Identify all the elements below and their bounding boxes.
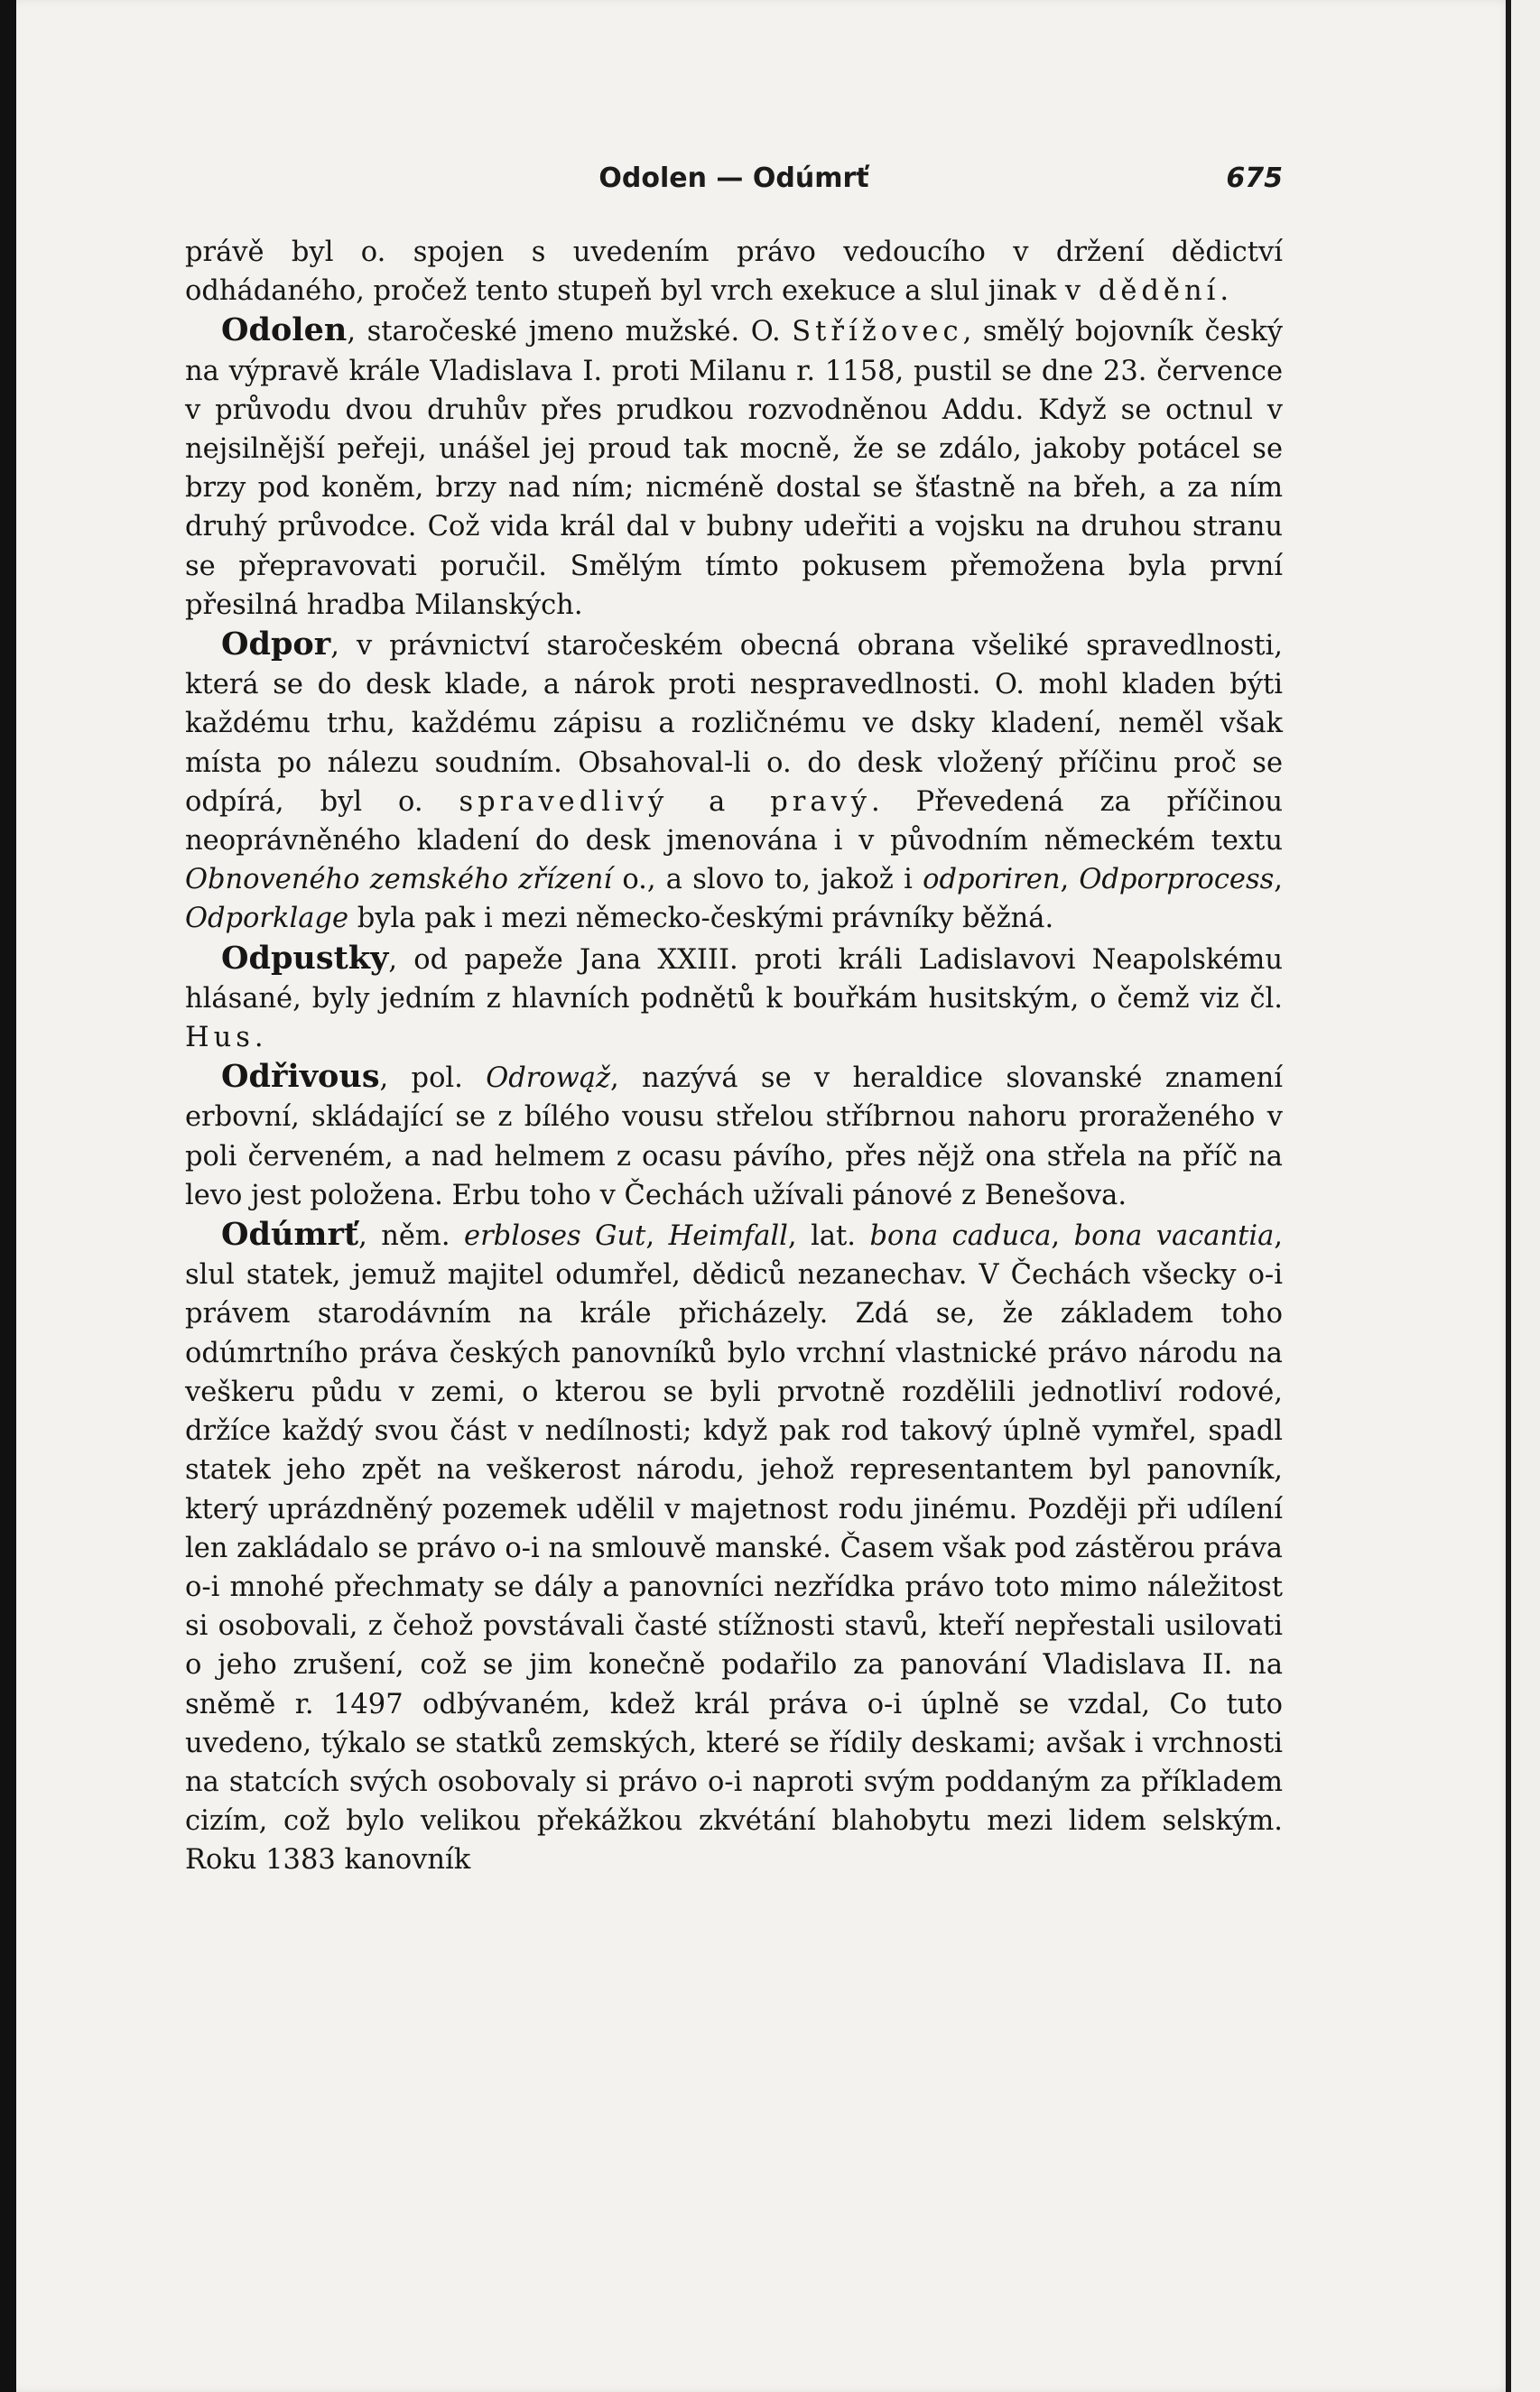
text-segment: byla pak i mezi německo-českými právníky běžná. (348, 903, 1054, 935)
italic-term: bona caduca (869, 1220, 1052, 1253)
text-segment: , slul statek, jemuž majitel odumřel, dědiců nezanechav. V Čechách všecky o-i právem starodávním na krále přicházely. Zdá se, že základem toho odúmrtního práva českých panovníků bylo vrchní vlastnické právo národu na veškeru půdu v zemi, o kterou se byli prvotně rozdělili jednotliví rodové, držíce každý svou část v nedílnosti; když pak rod takový úplně vymřel, spadl statek jeho zpět na veškerost národu, jehož representantem byl panovník, který uprázdněný pozemek udělil v majetnost rodu jinému. Později při udílení len zakládalo se právo o-i na smlouvě manské. Časem však pod zástěrou práva o-i mnohé přechmaty se dály a panovníci nezřídka právo toto mimo náležitost si osobovali, z čehož povstávali časté stížnosti stavů, kteří nepřestali usilovati o jeho zrušení, což se jim konečně podařilo za panování Vladislava II. na sněmě r. 1497 odbývaném, kdež král práva o-i úplně se vzdal, Co tuto uvedeno, týkalo se statků zemských, které se řídily deskami; avšak i vrchnosti na statcích svých osobovaly si právo o-i naproti svým poddaným za příkladem cizím, což bylo velikou překážkou zkvétání blahobytu mezi lidem selským. Roku 1383 kanovník (185, 1220, 1283, 1877)
entry-odpustky (185, 939, 1283, 1058)
headword: Odúmrť (221, 1216, 359, 1254)
italic-term: odporiren (923, 864, 1061, 896)
entry-odpor (185, 625, 1283, 939)
text-segment: , od papeže Jana XXIII. proti králi Ladislavovi Neapolskému hlásané, byly jedním z hlavních podnětů k bouřkám husitským, o čemž viz čl. (185, 943, 1283, 1015)
entry-odrivous (185, 1057, 1283, 1215)
text-segment: , nazývá se v heraldice slovanské znamení erbovní, skládající se z bílého vousu střelou stříbrnou nahoru proraženého v poli červeném, a nad helmem z ocasu pávího, přes nějž ona střela na příč na levo jest položena. Erbu toho v Čechách užívali pánové z Benešova. (185, 1062, 1283, 1211)
italic-term: Odporprocess (1079, 864, 1275, 896)
headword: Odpor (221, 626, 331, 663)
text-segment: , (1051, 1220, 1074, 1253)
italic-term: Odporklage (185, 903, 348, 935)
entry-odolen (185, 311, 1283, 625)
entry-odumrt (185, 1215, 1283, 1879)
next-page-edge (1511, 0, 1540, 2392)
header-title: Odolen — Odúmrť (598, 162, 869, 194)
main-text (185, 233, 1283, 1880)
text-segment: , staročeské jmeno mužské. O. (347, 316, 793, 348)
text-segment: . (1220, 275, 1229, 308)
entry-continuation (185, 233, 1283, 311)
text-segment: , (1274, 864, 1283, 896)
headword: Odolen (221, 311, 348, 349)
text-segment: o., a slovo to, jakož i (612, 864, 923, 896)
italic-term: bona vacantia (1073, 1220, 1275, 1253)
text-segment: , smělý bojovník český na výpravě krále Vladislava I. proti Milanu r. 1158, pustil se dne 23. července v průvodu dvou druhův přes prudkou rozvodněnou Addu. Když se octnul v nejsilnější peřeji, unášel jej proud tak mocně, že se zdálo, jakoby potácel se brzy pod koněm, brzy nad ním; nicméně dostal se šťastně na břeh, a za ním druhý průvodce. Což vida král dal v bubny udeřiti a vojsku na druhou stranu se přepravovati poručil. Smělým tímto pokusem přemožena byla první přesilná hradba Milanských. (185, 316, 1284, 621)
text-segment: , něm. (358, 1220, 465, 1253)
italic-term: Obnoveného zemského zřízení (185, 864, 613, 896)
text-segment: , v právnictví staročeském obecná obrana všeliké spravedlnosti, která se do desk klade, a nárok proti nespravedlnosti. O. mohl kladen býti každému trhu, každému zápisu a rozličnému ve dsky kladení, neměl však místa po nálezu soudním. Obsahoval-li o. do desk vložený příčinu proč se odpírá, byl o. (185, 630, 1283, 818)
spaced-term: v dědění (1064, 275, 1220, 308)
text-segment: , lat. (787, 1220, 870, 1253)
italic-term: erbloses Gut (464, 1220, 646, 1253)
running-header (185, 162, 1283, 199)
spaced-term: Hus (185, 1022, 255, 1054)
spaced-term: Střížovec (792, 316, 963, 348)
headword: Odpustky (221, 939, 389, 977)
italic-term: Heimfall (668, 1220, 788, 1253)
headword: Odřivous (221, 1058, 380, 1096)
page-number: 675 (1226, 162, 1283, 194)
spaced-term: spravedlivý a pravý (459, 785, 872, 818)
text-segment: , (645, 1220, 669, 1253)
text-segment: , (1060, 864, 1080, 896)
text-segment: . Převedená za příčinou neoprávněného kladení do desk jmenována i v původním německém textu (185, 785, 1284, 858)
text-segment: , pol. (379, 1062, 487, 1095)
italic-term: Odrowąž (486, 1062, 611, 1095)
text-segment: právě byl o. spojen s uvedením právo vedoucího v držení dědictví odhádaného, pročež tento stupeň byl vrch exekuce a slul jinak (185, 236, 1283, 308)
text-segment: . (254, 1022, 264, 1054)
